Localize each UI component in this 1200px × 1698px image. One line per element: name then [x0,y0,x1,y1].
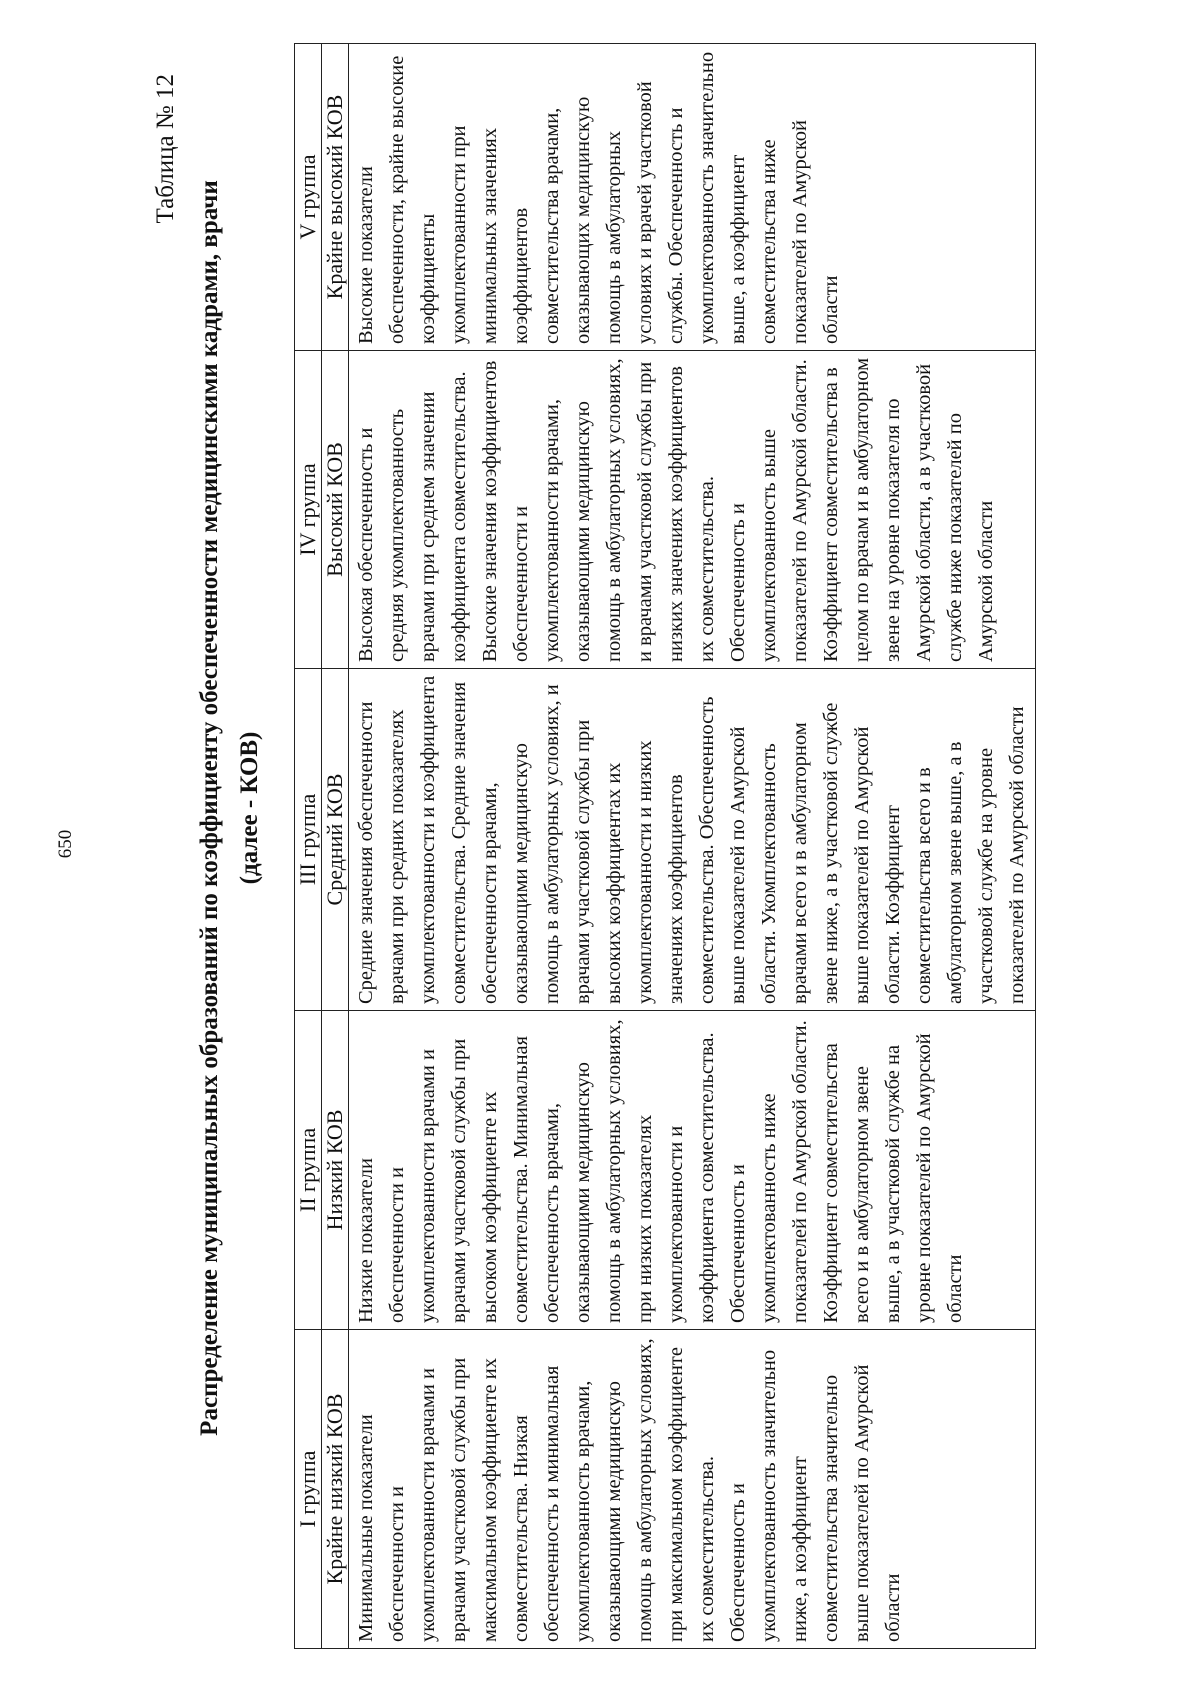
header-group-4: IV группа [295,351,322,669]
header-group-1: I группа [295,1330,322,1649]
level-header-row [322,44,349,1649]
header-group-5: V группа [295,44,322,351]
page-number: 650 [55,829,76,859]
kov-distribution-table [294,43,1036,1649]
header-level-4: Высокий КОВ [322,351,349,669]
description-group-4: Высокая обеспеченность и средняя укомплектованность врачами при среднем значении коэффициента совместительства. Высокие значения коэффициентов обеспеченности и укомплектованности врачами, оказывающими медицинскую помощь в амбулаторных условиях, и врачами участковой службы при низких значениях коэффициентов их совместительства. Обеспеченность и укомплектованность выше показателей по Амурской области. Коэффициент совместительства в целом по врачам и в амбулаторном звене на уровне показателя по Амурской области, а в участковой службе ниже показателей по Амурской области [349,351,1036,669]
header-level-2: Низкий КОВ [322,1011,349,1330]
description-group-1: Минимальные показатели обеспеченности и укомплектованности врачами и врачами участковой службы при максимальном коэффициенте их совместительства. Низкая обеспеченность и минимальная укомплектованность врачами, оказывающими медицинскую помощь в амбулаторных условиях, при максимальном коэффициенте их совместительства. Обеспеченность и укомплектованность значительно ниже, а коэффициент совместительства значительно выше показателей по Амурской области [349,1330,1036,1649]
title-line-2: (далее - КОВ) [236,731,263,885]
description-group-5: Высокие показатели обеспеченности, крайне высокие коэффициенты укомплектованности при минимальных значениях коэффициентов совместительства врачами, оказывающих медицинскую помощь в амбулаторных условиях и врачей участковой службы. Обеспеченность и укомплектованность значительно выше, а коэффициент совместительства ниже показателей по Амурской области [349,44,1036,351]
group-header-row [295,44,322,1649]
header-group-3: III группа [295,669,322,1011]
description-group-2: Низкие показатели обеспеченности и укомплектованности врачами и врачами участковой службы при высоком коэффициенте их совместительства. Минимальная обеспеченность врачами, оказывающими медицинскую помощь в амбулаторных условиях, при низких показателях укомплектованности и коэффициента совместительства. Обеспеченность и укомплектованность ниже показателей по Амурской области. Коэффициент совместительства всего и в амбулаторном звене выше, а в участковой службе на уровне показателей по Амурской области [349,1011,1036,1330]
title-line-1: Распределение муниципальных образований по коэффициенту обеспеченности медицинскими кадрами, врачи [196,180,223,1436]
header-level-1: Крайне низкий КОВ [322,1330,349,1649]
description-group-3: Средние значения обеспеченности врачами при средних показателях укомплектованности и коэффициента совместительства. Средние значения обеспеченности врачами, оказывающими медицинскую помощь в амбулаторных условиях, и врачами участковой службы при высоких коэффициентах их укомплектованности и низких значениях коэффициентов совместительства. Обеспеченность выше показателей по Амурской области. Укомплектованность врачами всего и в амбулаторном звене ниже, а в участковой службе выше показателей по Амурской области. Коэффициент совместительства всего и в амбулаторном звене выше, а в участковой службе на уровне показателей по Амурской области [349,669,1036,1011]
table-label: Таблица № 12 [152,74,179,224]
header-group-2: II группа [295,1011,322,1330]
header-level-5: Крайне высокий КОВ [322,44,349,351]
description-row [349,44,1036,1649]
document-title [190,0,270,1618]
header-level-3: Средний КОВ [322,669,349,1011]
